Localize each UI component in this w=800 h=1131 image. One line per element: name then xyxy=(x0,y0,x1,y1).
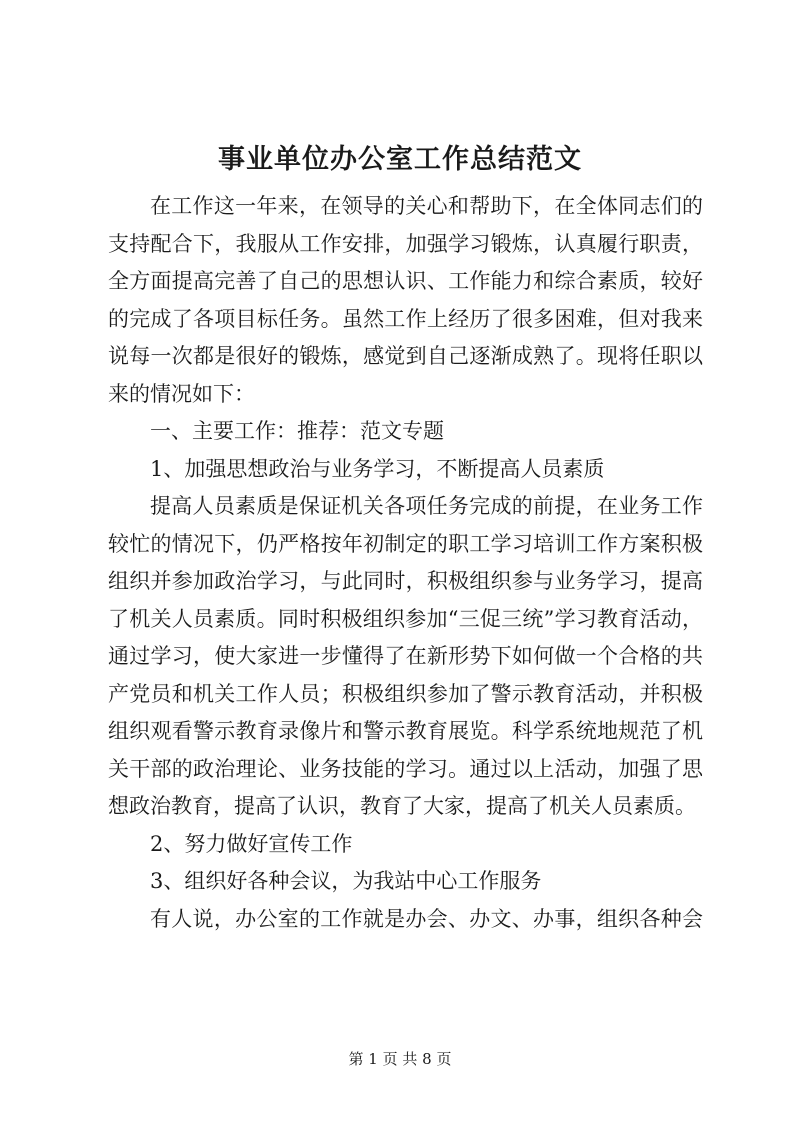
section-heading: 一、主要工作：推荐：范文专题 xyxy=(150,419,444,443)
paragraph-line: 在工作这一年来，在领导的关心和帮助下，在全体同志们的 xyxy=(150,194,703,218)
paragraph-line: 想政治教育，提高了认识，教育了大家，提高了机关人员素质。 xyxy=(108,794,696,818)
section-heading: 3、组织好各种会议，为我站中心工作服务 xyxy=(150,869,542,893)
paragraph-line: 的完成了各项目标任务。虽然工作上经历了很多困难，但对我来 xyxy=(108,306,703,331)
paragraph-line: 有人说，办公室的工作就是办会、办文、办事，组织各种会 xyxy=(150,906,703,931)
page-footer: 第 1 页 共 8 页 xyxy=(348,1050,452,1068)
paragraph-line: 了机关人员素质。同时积极组织参加“三促三统”学习教育活动， xyxy=(108,606,703,631)
paragraph-line: 组织并参加政治学习，与此同时，积极组织参与业务学习，提高 xyxy=(108,569,703,593)
paragraph-line: 产党员和机关工作人员；积极组织参加了警示教育活动，并积极 xyxy=(108,681,703,706)
paragraph-line: 支持配合下，我服从工作安排，加强学习锻炼，认真履行职责， xyxy=(108,231,703,256)
paragraph-line: 关干部的政治理论、业务技能的学习。通过以上活动，加强了思 xyxy=(108,756,703,781)
paragraph-line: 全方面提高完善了自己的思想认识、工作能力和综合素质，较好 xyxy=(108,269,703,293)
paragraph-line: 说每一次都是很好的锻炼，感觉到自己逐渐成熟了。现将任职以 xyxy=(108,344,703,368)
paragraph-line: 提高人员素质是保证机关各项任务完成的前提，在业务工作 xyxy=(150,494,703,518)
paragraph-line: 较忙的情况下，仍严格按年初制定的职工学习培训工作方案积极 xyxy=(108,531,703,556)
document-title: 事业单位办公室工作总结范文 xyxy=(218,144,582,175)
section-heading: 2、努力做好宣传工作 xyxy=(150,831,353,856)
paragraph-line: 来的情况如下： xyxy=(108,381,255,406)
paragraph-line: 组织观看警示教育录像片和警示教育展览。科学系统地规范了机 xyxy=(108,719,703,743)
section-heading: 1、加强思想政治与业务学习，不断提高人员素质 xyxy=(150,456,605,481)
paragraph-line: 通过学习，使大家进一步懂得了在新形势下如何做一个合格的共 xyxy=(108,644,703,668)
document-body xyxy=(108,188,703,938)
